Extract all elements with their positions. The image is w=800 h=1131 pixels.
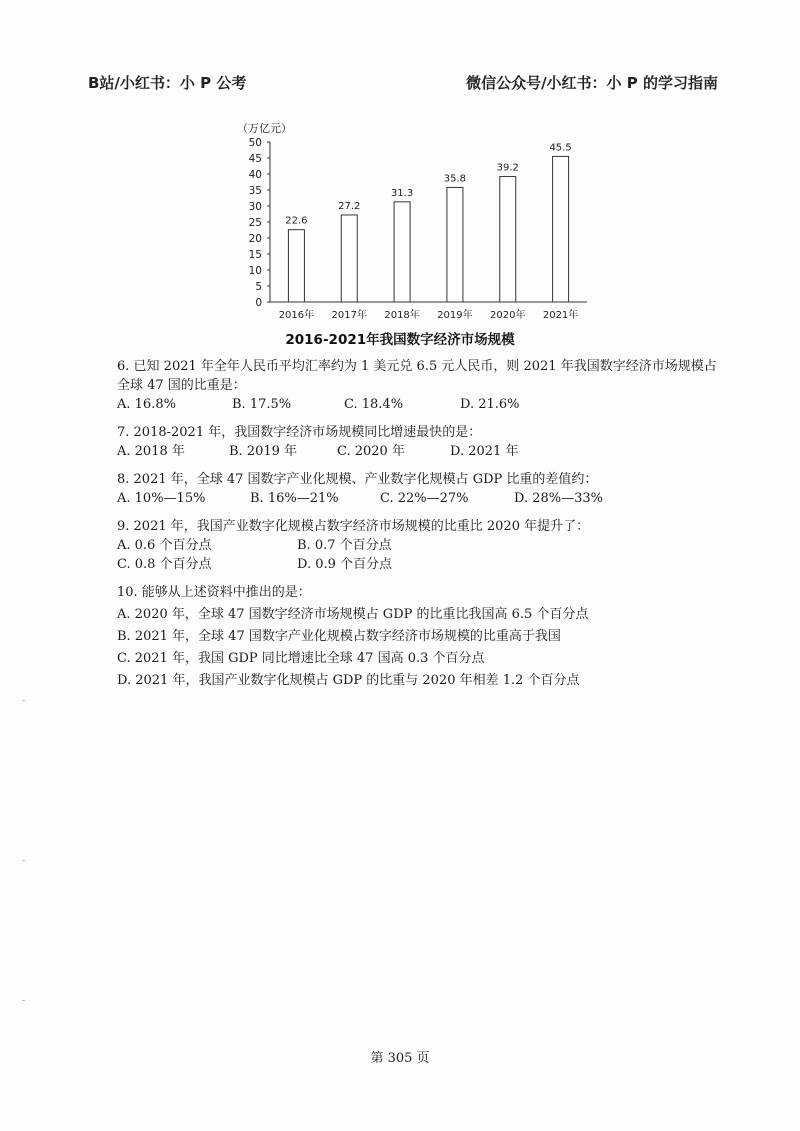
question-8 xyxy=(117,470,727,508)
option-a[interactable]: A. 10%—15% xyxy=(117,491,206,506)
y-tick-label: 10 xyxy=(248,265,262,277)
option-b[interactable]: B. 17.5% xyxy=(232,397,292,412)
x-tick-label: 2019年 xyxy=(437,310,473,321)
option-a[interactable]: A. 2020 年，全球 47 国数字经济市场规模占 GDP 的比重比我国高 6.5 个百分点 xyxy=(117,607,589,622)
y-tick-label: 35 xyxy=(248,185,262,197)
option-c[interactable]: C. 18.4% xyxy=(344,397,404,412)
bar xyxy=(288,230,304,302)
page-number: 第 305 页 xyxy=(370,1051,430,1066)
question-stem: 7. 2018-2021 年，我国数字经济市场规模同比增速最快的是： xyxy=(117,425,482,440)
bar xyxy=(341,215,357,302)
y-tick-label: 15 xyxy=(248,249,262,261)
option-c[interactable]: C. 22%—27% xyxy=(380,491,469,506)
question-7 xyxy=(117,423,727,461)
x-tick-label: 2020年 xyxy=(490,310,526,321)
option-b[interactable]: B. 2019 年 xyxy=(229,444,298,459)
bar-value-label: 27.2 xyxy=(338,200,361,212)
question-stem: 6. 已知 2021 年全年人民币平均汇率约为 1 美元兑 6.5 元人民币，则 2021 年我国数字经济市场规模占全球 47 国的比重是： xyxy=(117,359,717,393)
bar-value-label: 31.3 xyxy=(390,187,414,199)
bar-value-label: 39.2 xyxy=(496,162,519,174)
question-10 xyxy=(117,583,727,690)
y-axis-label: （万亿元） xyxy=(237,122,292,135)
y-tick-label: 25 xyxy=(248,217,262,229)
header-right: 微信公众号/小红书：小 P 的学习指南 xyxy=(466,74,718,92)
y-tick-label: 0 xyxy=(255,297,262,309)
question-6 xyxy=(117,357,727,414)
option-b[interactable]: B. 16%—21% xyxy=(250,491,339,506)
option-b[interactable]: B. 0.7 个百分点 xyxy=(297,538,392,553)
x-tick-label: 2018年 xyxy=(384,310,420,321)
chart-title: 2016-2021年我国数字经济市场规模 xyxy=(285,332,515,348)
option-d[interactable]: D. 0.9 个百分点 xyxy=(297,557,393,572)
option-c[interactable]: C. 2021 年，我国 GDP 同比增速比全球 47 国高 0.3 个百分点 xyxy=(117,651,485,666)
bar-chart xyxy=(225,116,595,326)
option-a[interactable]: A. 0.6 个百分点 xyxy=(117,538,212,553)
x-tick-label: 2016年 xyxy=(278,310,315,321)
y-tick-label: 45 xyxy=(248,153,262,165)
option-c[interactable]: C. 2020 年 xyxy=(337,444,405,459)
bar xyxy=(447,187,463,302)
x-tick-label: 2021年 xyxy=(542,310,579,321)
options xyxy=(117,489,727,508)
option-d[interactable]: D. 21.6% xyxy=(460,397,520,412)
y-tick-label: 20 xyxy=(248,233,262,245)
option-d[interactable]: D. 2021 年，我国产业数字化规模占 GDP 的比重与 2020 年相差 1.2 个百分点 xyxy=(117,673,580,688)
option-b[interactable]: B. 2021 年，全球 47 国数字产业化规模占数字经济市场规模的比重高于我国 xyxy=(117,629,561,644)
questions xyxy=(117,357,727,699)
bar-value-label: 45.5 xyxy=(549,142,572,154)
option-a[interactable]: A. 16.8% xyxy=(117,397,176,412)
y-tick-label: 40 xyxy=(248,169,262,181)
option-d[interactable]: D. 2021 年 xyxy=(450,444,519,459)
options xyxy=(117,536,727,574)
bar-value-label: 35.8 xyxy=(443,173,467,185)
question-stem: 10. 能够从上述资料中推出的是： xyxy=(117,585,311,600)
bar xyxy=(553,156,569,302)
header-left: B站/小红书：小 P 公考 xyxy=(88,74,247,92)
question-stem: 8. 2021 年，全球 47 国数字产业化规模、产业数字化规模占 GDP 比重的差值约： xyxy=(117,472,598,487)
bar xyxy=(394,202,410,302)
bar xyxy=(500,177,516,302)
question-stem: 9. 2021 年，我国产业数字化规模占数字经济市场规模的比重比 2020 年提升了： xyxy=(117,519,590,534)
question-9 xyxy=(117,517,727,574)
option-c[interactable]: C. 0.8 个百分点 xyxy=(117,557,212,572)
options xyxy=(117,395,727,414)
y-tick-label: 50 xyxy=(248,137,262,149)
option-a[interactable]: A. 2018 年 xyxy=(117,444,185,459)
option-d[interactable]: D. 28%—33% xyxy=(514,491,604,506)
y-tick-label: 30 xyxy=(248,201,262,213)
options xyxy=(117,442,727,461)
y-tick-label: 5 xyxy=(255,281,262,293)
x-tick-label: 2017年 xyxy=(331,310,367,321)
bar-value-label: 22.6 xyxy=(285,215,308,227)
